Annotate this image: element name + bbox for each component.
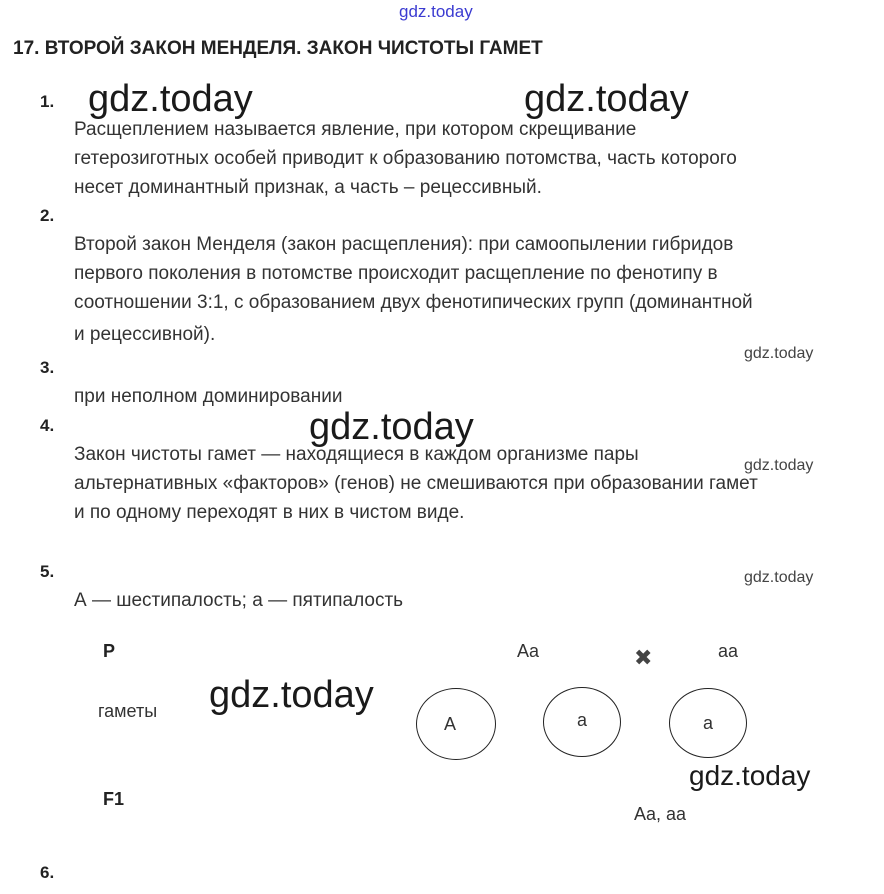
item-number: 3. [40, 358, 55, 377]
parent2-genotype: aa [718, 641, 739, 661]
p-label: P [103, 641, 116, 661]
item-number: 2. [40, 206, 55, 225]
text-line: и по одному переходят в них в чистом виде. [74, 502, 465, 523]
item-number: 4. [40, 416, 55, 435]
watermark: gdz.today [209, 674, 374, 716]
watermark: gdz.today [744, 457, 814, 474]
item-text [74, 586, 874, 615]
gamete-circle [669, 688, 747, 758]
f1-genotypes: Aa, aa [634, 804, 687, 824]
item-number: 1. [40, 92, 55, 111]
item-number: 6. [40, 863, 55, 882]
text-line: Закон чистоты гамет — находящиеся в каждом организме пары [74, 444, 639, 465]
text-line: при неполном доминировании [74, 386, 343, 407]
text-line: несет доминантный признак, а часть – рецессивный. [74, 177, 542, 198]
gamete-label: a [576, 709, 587, 730]
text-line: гетерозиготных особей приводит к образованию потомства, часть которого [74, 148, 737, 169]
watermark: gdz.today [744, 345, 814, 362]
watermark-top: gdz.today [399, 2, 473, 21]
f1-label: F1 [103, 789, 125, 809]
watermark: gdz.today [88, 78, 253, 120]
item-text [74, 230, 874, 349]
text-line: Второй закон Менделя (закон расщепления): при самоопылении гибридов [74, 234, 734, 255]
gamete-label: A [443, 713, 456, 734]
watermark: gdz.today [689, 760, 811, 791]
watermark: gdz.today [309, 406, 474, 448]
cross-icon: ✖ [634, 645, 653, 670]
text-line: Расщеплением называется явление, при котором скрещивание [74, 119, 637, 140]
text-line: первого поколения в потомстве происходит расщепление по фенотипу в [74, 263, 718, 284]
item-number: 5. [40, 562, 55, 581]
text-line: и рецессивной). [74, 324, 216, 345]
page-title: 17. ВТОРОЙ ЗАКОН МЕНДЕЛЯ. ЗАКОН ЧИСТОТЫ ГАМЕТ [13, 38, 543, 59]
gamete-circle [416, 688, 496, 760]
gametes-label: гаметы [98, 701, 158, 721]
text-line: альтернативных «факторов» (генов) не смешиваются при образовании гамет [74, 473, 758, 494]
watermark: gdz.today [524, 78, 689, 120]
item-text [74, 115, 874, 202]
gamete-circle [543, 687, 621, 757]
watermark: gdz.today [744, 569, 814, 586]
item-text [74, 382, 874, 411]
parent1-genotype: Aa [517, 641, 540, 661]
text-line: А — шестипалость; а — пятипалость [74, 590, 404, 611]
text-line: соотношении 3:1, с образованием двух фенотипических групп (доминантной [74, 292, 753, 313]
item-text [74, 440, 874, 527]
gamete-label: a [702, 712, 713, 733]
